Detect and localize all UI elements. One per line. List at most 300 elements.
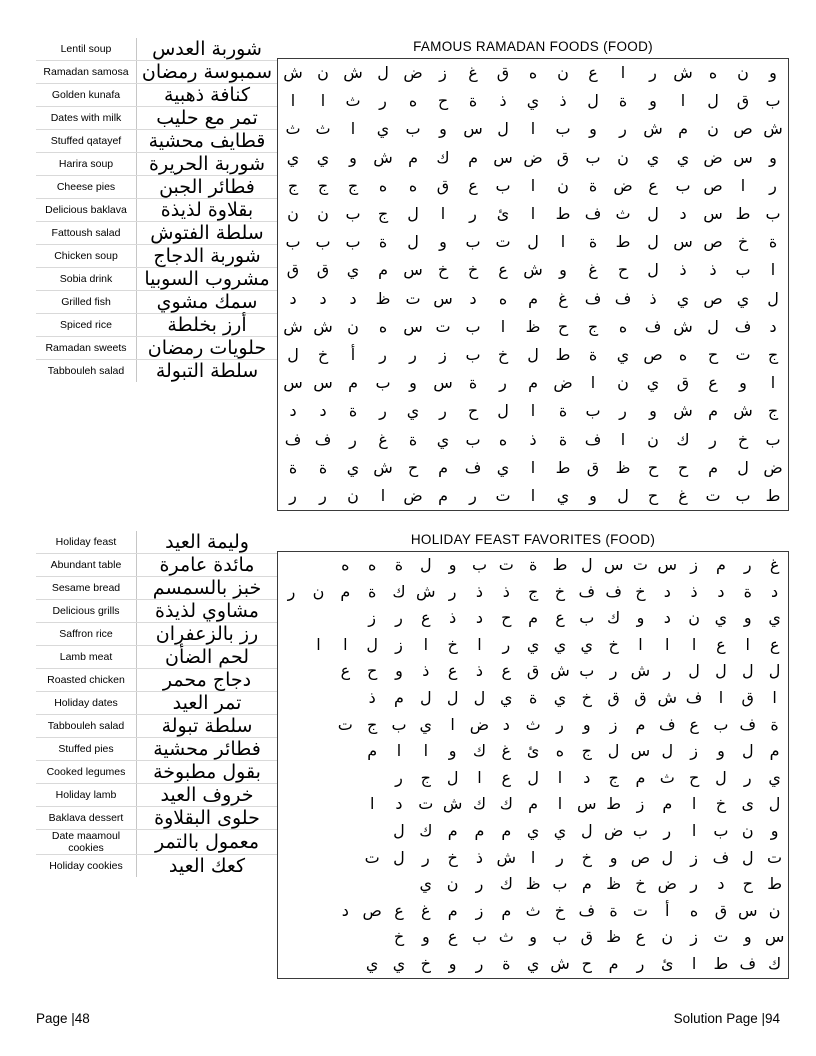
word-list-row [36,84,277,107]
grid-cell: ض [553,373,573,393]
grid-cell: ر [349,429,357,449]
grid-cell [359,765,386,792]
grid-cell: ة [558,429,568,449]
grid-cell: ة [468,91,478,111]
grid-cell: خ [635,874,646,894]
grid-row [278,200,789,228]
grid-cell: و [448,741,457,761]
grid-cell: ث [498,927,514,947]
grid-cell: ش [763,119,783,139]
word-arabic: حلويات رمضان [137,337,278,360]
grid-cell: خ [635,581,646,601]
grid-cell: و [395,661,403,681]
grid-row [278,341,789,369]
grid-cell: ح [742,874,753,894]
grid-cell: و [609,847,618,867]
grid-cell: س [433,373,453,393]
grid-cell: و [743,608,752,628]
word-list-ramadan-foods [36,38,277,382]
grid-cell: خ [581,687,592,707]
grid-cell: ط [555,204,571,224]
grid-cell: م [378,260,388,280]
grid-cell: م [708,457,718,477]
grid-cell: ش [523,260,543,280]
grid-cell: ث [345,91,361,111]
grid-cell: ي [768,608,781,628]
grid-cell: ر [319,486,327,506]
grid-cell: ش [733,401,753,421]
grid-cell: ش [373,147,393,167]
grid-cell: ط [606,794,622,814]
grid-row [278,256,789,284]
word-list-row [36,669,277,692]
grid-cell: غ [558,288,568,308]
word-list-row [36,531,277,554]
grid-cell: د [319,401,327,421]
word-english: Delicious baklava [36,199,137,222]
grid-cell: و [649,91,657,111]
grid-cell: ج [581,741,592,761]
word-arabic: سمبوسة رمضان [137,61,278,84]
grid-cell [278,738,306,765]
grid-cell: ر [469,204,477,224]
word-english: Spiced rice [36,314,137,337]
word-english: Abundant table [36,554,137,577]
word-list-row [36,855,277,878]
puzzle-block-ramadan-foods [36,38,783,511]
word-arabic: قطايف محشية [137,130,278,153]
grid-cell: و [589,119,597,139]
letter-grid-ramadan-foods [277,58,789,511]
grid-cell: ص [703,175,723,195]
grid-cell: ب [713,714,729,734]
grid-cell: ي [526,634,540,654]
grid-cell: ل [715,767,727,787]
grid-cell: ر [649,63,657,82]
grid-cell: و [770,820,779,840]
letter-grid-holiday-feast [277,551,789,979]
grid-cell: ز [690,847,698,867]
grid-cell: م [501,900,512,920]
grid-cell: ش [673,401,693,421]
grid-cell: ة [348,401,358,421]
grid-cell: ه [708,63,718,82]
word-list-row [36,291,277,314]
grid-cell: ل [420,687,432,707]
grid-cell: و [739,373,747,393]
grid-cell [332,791,359,818]
grid-cell: خ [497,345,509,365]
grid-cell: ق [736,91,750,111]
grid-cell: ع [588,63,598,82]
grid-cell: خ [447,847,458,867]
grid-cell: ب [345,204,361,224]
grid-cell: ي [768,767,781,787]
grid-cell: ع [689,714,699,734]
grid-cell: ي [500,687,513,707]
grid-cell: ظ [525,874,541,894]
grid-cell: ذ [559,91,567,111]
grid-cell: ا [718,687,724,707]
grid-cell: ح [467,401,479,421]
grid-cell [278,951,306,978]
grid-cell: ل [707,316,719,336]
grid-cell: ب [735,260,751,280]
grid-cell: ي [553,634,567,654]
word-arabic: دجاج محمر [137,669,278,692]
grid-cell: ج [767,401,779,421]
grid-cell: ل [737,457,749,477]
grid-cell: ص [703,232,723,252]
grid-cell: ي [553,820,567,840]
grid-cell: ع [555,608,565,628]
grid-cell: ل [767,288,779,308]
grid-cell: ا [477,767,482,787]
grid-cell: ك [472,794,487,814]
grid-cell: ا [680,91,686,111]
word-list-row [36,314,277,337]
grid-cell: ئ [496,204,510,224]
grid-cell: ف [644,316,662,336]
grid-cell: ل [647,260,659,280]
grid-cell [305,791,332,818]
grid-cell: ا [530,119,536,139]
grid-cell: د [475,608,484,628]
grid-cell: ن [557,63,569,82]
grid-cell: ل [580,555,593,574]
grid-cell: ق [741,687,754,707]
grid-cell: ن [317,204,329,224]
grid-cell: ر [663,661,672,681]
grid-cell: ي [553,687,567,707]
grid-cell [305,818,332,845]
word-english: Stuffed pies [36,738,137,761]
grid-cell: ق [436,175,450,195]
grid-cell: ل [407,204,419,224]
grid-cell: ف [284,429,302,449]
grid-cell: ذ [709,260,717,280]
grid-cell: ا [530,401,536,421]
grid-cell: ا [440,204,446,224]
grid-cell: ح [501,608,512,628]
grid-cell [305,738,332,765]
grid-cell: ة [588,345,598,365]
grid-cell: ا [369,794,375,814]
grid-cell: ة [378,232,388,252]
grid-cell: ز [636,794,645,814]
grid-cell: ق [580,927,593,947]
grid-cell [305,712,332,739]
grid-cell: ل [768,661,781,681]
grid-row [278,658,789,685]
grid-row [278,685,789,712]
grid-cell: م [715,555,726,574]
grid-row [278,818,789,845]
grid-row [278,59,789,88]
grid-cell [305,951,332,978]
grid-cell: ه [678,345,688,365]
grid-cell: ذ [649,288,657,308]
grid-cell: ق [526,661,540,681]
grid-cell: ع [468,175,478,195]
word-english: Saffron rice [36,623,137,646]
grid-cell: ع [648,175,658,195]
word-arabic: فطائر محشية [137,738,278,761]
grid-cell: س [283,373,303,393]
word-list-row [36,784,277,807]
grid-cell: ا [691,634,697,654]
grid-cell [359,871,386,898]
grid-cell: ث [659,767,675,787]
grid-cell: س [403,316,423,336]
grid-cell: ب [585,401,601,421]
page-footer [36,1010,780,1028]
grid-row [278,712,789,739]
grid-cell: ظ [525,316,541,336]
grid-cell: ي [580,634,594,654]
grid-cell: ف [584,288,602,308]
grid-cell: ن [661,927,674,947]
grid-cell: ي [346,260,360,280]
word-list-row [36,623,277,646]
grid-row [278,845,789,872]
grid-cell: م [635,767,646,787]
grid-cell: ط [713,953,729,973]
grid-cell: ل [527,345,539,365]
word-english: Lamb meat [36,646,137,669]
grid-cell: ا [530,847,536,867]
grid-cell: ر [287,581,296,601]
grid-cell: ة [367,581,377,601]
word-list-row [36,222,277,245]
grid-cell [305,552,332,579]
grid-cell: و [421,927,430,947]
grid-cell [332,818,359,845]
grid-cell: س [737,900,758,920]
word-arabic: أرز بخلطة [137,314,278,337]
grid-cell: ن [617,147,629,167]
grid-cell: ث [315,119,331,139]
grid-row [278,115,789,143]
grid-cell: ق [496,63,510,82]
word-arabic: خبز بالسمسم [137,577,278,600]
grid-cell: ا [620,429,626,449]
grid-cell: ش [313,316,333,336]
grid-cell: خ [554,900,566,920]
grid-cell: ح [707,345,719,365]
grid-cell: ز [690,555,698,574]
grid-cell: و [582,714,591,734]
grid-row [278,738,789,765]
grid-cell [278,712,306,739]
grid-cell: ف [712,847,730,867]
grid-cell: ي [616,345,630,365]
grid-cell: ش [442,794,463,814]
grid-cell: ص [703,288,723,308]
grid-cell: ل [377,63,389,82]
grid-cell [305,924,332,951]
grid-cell [386,871,413,898]
grid-cell: ي [526,953,540,973]
grid-cell: ئ [526,741,540,761]
grid-cell: ش [373,457,393,477]
word-arabic: بقول مطبوخة [137,761,278,784]
grid-cell: ق [556,147,570,167]
grid-cell: ه [555,741,565,761]
grid-cell: د [663,608,671,628]
grid-cell: ة [588,232,598,252]
grid-cell: و [448,953,457,973]
grid-cell: ا [560,232,566,252]
grid-cell: ل [420,555,432,574]
grid-cell: ل [741,847,754,867]
grid-cell: ا [530,175,536,195]
grid-cell: ش [343,63,363,82]
grid-cell: س [577,794,597,814]
grid-cell [332,845,359,872]
grid-cell: ة [502,953,511,973]
grid-cell: ي [436,429,450,449]
grid-cell: ل [527,232,539,252]
grid-cell [278,552,306,579]
grid-cell: ع [635,927,646,947]
grid-cell: م [474,820,485,840]
grid-cell: ت [364,847,380,867]
grid-cell: ح [581,953,592,973]
word-arabic: معمول بالتمر [137,830,278,855]
grid-cell: ي [714,608,728,628]
grid-cell: ل [497,119,509,139]
grid-cell: س [493,147,513,167]
grid-cell: ق [676,373,690,393]
grid-cell: ة [288,457,298,477]
puzzle-title-ramadan-foods: FAMOUS RAMADAN FOODS (FOOD) [413,39,653,54]
grid-cell: م [367,741,378,761]
grid-cell: ع [394,900,404,920]
grid-cell: ب [465,232,481,252]
grid-cell: ة [743,581,752,601]
grid-cell: ب [713,820,729,840]
grid-cell: ف [739,953,757,973]
grid-cell: و [439,232,447,252]
grid-cell: ل [446,687,459,707]
grid-cell: خ [317,345,329,365]
word-english: Holiday cookies [36,855,137,878]
grid-cell: ص [362,900,382,920]
grid-row [278,765,789,792]
grid-cell: ض [703,147,723,167]
word-english: Lentil soup [36,38,137,61]
grid-cell: ح [677,457,689,477]
grid-cell: ل [688,661,700,681]
grid-cell [305,845,332,872]
grid-cell: ط [555,345,571,365]
grid-cell: خ [447,634,458,654]
grid-cell: ح [647,486,659,506]
grid-cell: د [771,581,779,601]
word-english: Golden kunafa [36,84,137,107]
word-list-row [36,176,277,199]
grid-cell: ف [314,429,332,449]
grid-cell: ق [607,687,620,707]
grid-cell: م [340,581,351,601]
grid-cell: ا [772,687,777,707]
word-arabic: سلطة الفتوش [137,222,278,245]
grid-cell: ا [320,91,326,111]
word-list-row [36,738,277,761]
grid-cell: ع [447,661,458,681]
grid-cell: د [341,900,349,920]
grid-cell: ب [465,316,481,336]
grid-cell: ط [615,232,631,252]
grid-cell: ب [735,486,751,506]
grid-cell: ذ [475,581,484,601]
grid-cell: ف [464,457,482,477]
grid-cell: ب [632,820,648,840]
grid-cell: ش [550,953,570,973]
grid-cell: ل [366,634,378,654]
grid-cell: د [502,714,510,734]
grid-cell: ذ [449,608,457,628]
grid-row [278,426,789,454]
grid-cell: ر [469,486,477,506]
grid-cell: ى [741,794,755,814]
grid-cell: م [447,820,458,840]
grid-cell: ل [715,661,727,681]
grid-row [278,924,789,951]
grid-cell: ر [289,486,297,506]
word-english: Grilled fish [36,291,137,314]
grid-cell: ن [446,874,459,894]
grid-cell: ش [673,316,693,336]
grid-cell: ق [634,687,647,707]
grid-cell: ب [552,927,568,947]
grid-cell: ز [368,608,377,628]
grid-cell: ا [620,63,626,82]
grid-cell: ك [419,820,433,840]
word-list-row [36,153,277,176]
grid-cell: ب [579,608,595,628]
grid-cell: ت [705,486,721,506]
grid-cell: د [469,288,477,308]
grid-cell: م [581,874,592,894]
grid-cell: ع [708,373,718,393]
grid-cell [332,605,359,632]
grid-cell: ك [499,874,513,894]
grid-cell: ب [765,91,781,111]
grid-cell: ر [421,847,430,867]
word-english: Stuffed qatayef [36,130,137,153]
grid-cell [278,791,306,818]
grid-cell: ن [557,175,569,195]
word-arabic: سلطة التبولة [137,360,278,383]
grid-cell: ز [439,345,447,365]
grid-cell: ح [557,316,569,336]
grid-cell [305,898,332,925]
grid-row [278,898,789,925]
word-list-row [36,268,277,291]
grid-cell: ع [501,661,512,681]
word-list-row [36,38,277,61]
grid-cell: ر [475,953,484,973]
grid-cell: غ [378,429,388,449]
grid-cell: ض [469,714,490,734]
grid-cell: ل [741,661,754,681]
grid-cell: ي [646,147,660,167]
grid-cell [305,605,332,632]
grid-cell: ي [365,953,379,973]
grid-cell: ط [555,457,571,477]
